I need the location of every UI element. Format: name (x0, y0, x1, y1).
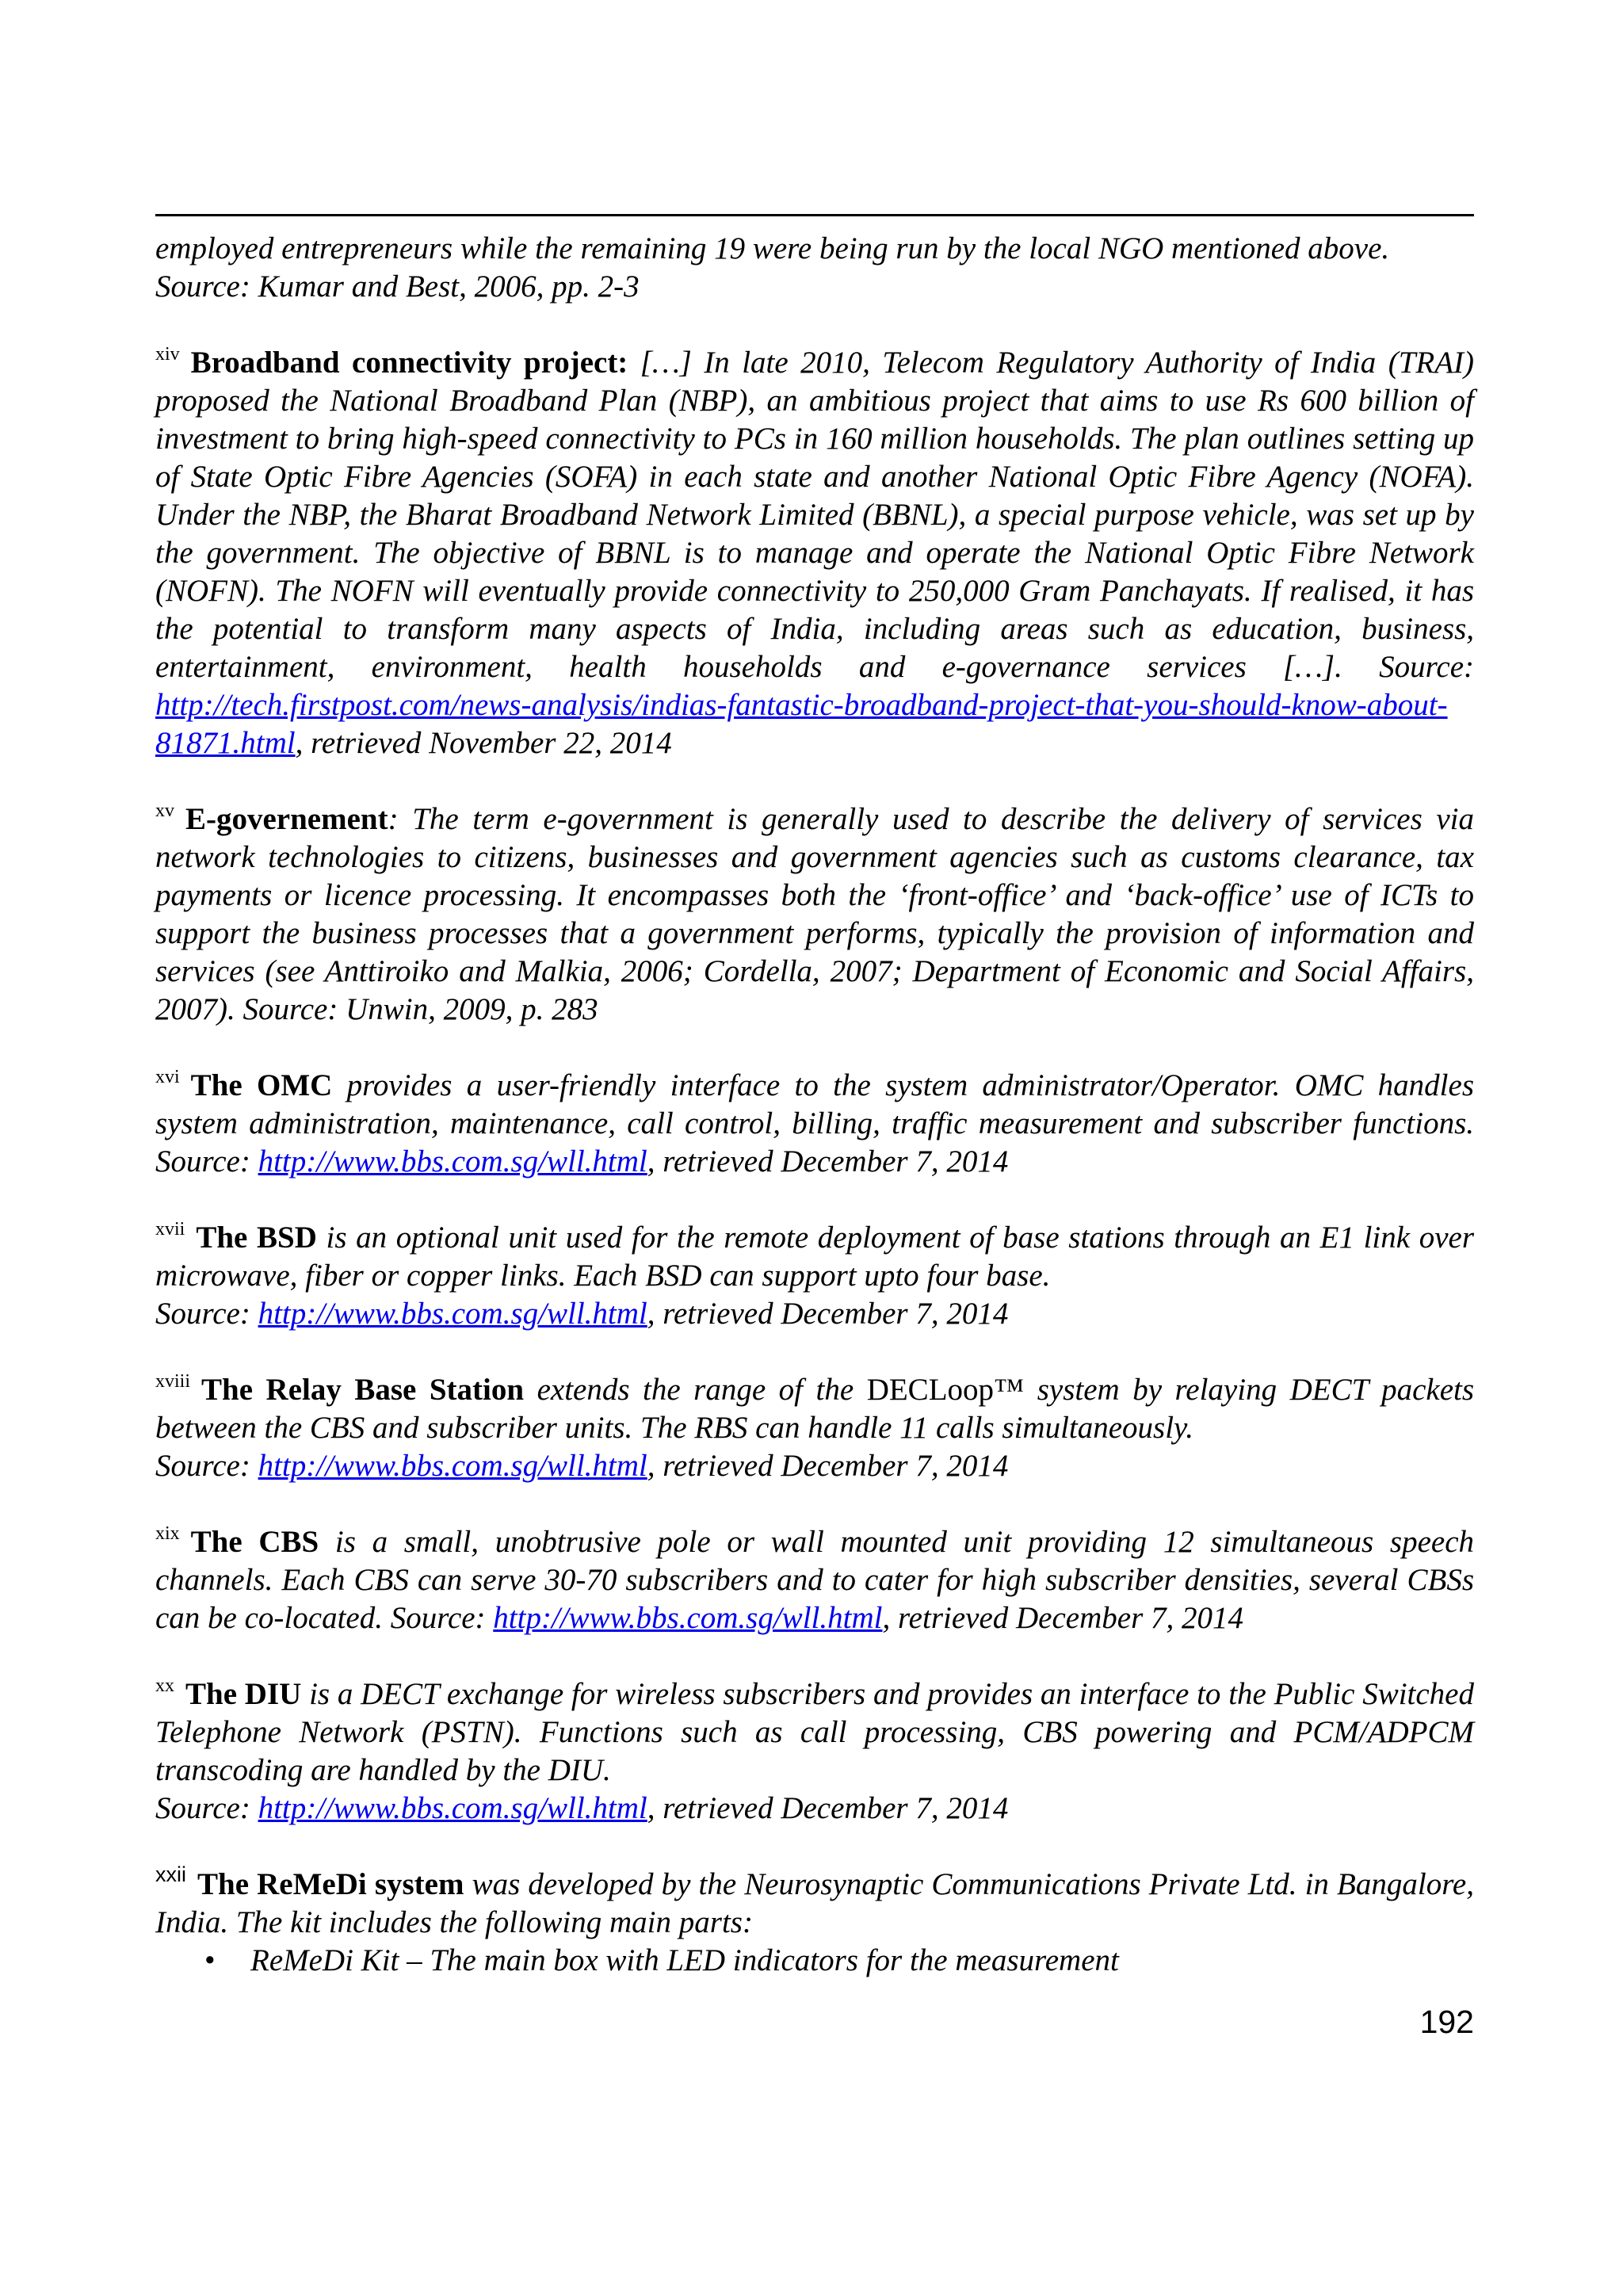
parts-list (155, 1942, 1474, 1980)
footnote-paragraph (155, 1219, 1474, 1295)
source-label: Source: (155, 1297, 250, 1331)
footnote-xviii (155, 1371, 1474, 1485)
retrieved-date: , retrieved December 7, 2014 (647, 1791, 1009, 1825)
footnote-marker: xviii (155, 1371, 191, 1392)
footnote-continuation (155, 230, 1474, 306)
footnote-text: was developed by the Neurosynaptic Communications Private Ltd. in Bangalore, India. The kit includes the following main parts: (155, 1867, 1474, 1939)
footnote-marker: xx (155, 1675, 174, 1696)
footnote-text: […] In late 2010, Telecom Regulatory Authority of India (TRAI) proposed the National Broadband Plan (NBP), an ambitious project that aims to use Rs 600 billion of investment to bring high-speed connectivity to PCs in 160 million households. The plan outlines setting up of State Optic Fibre Agencies (SOFA) in each state and another National Optic Fibre Agency (NOFA). Under the NBP, the Bharat Broadband Network Limited (BBNL), a special purpose vehicle, was set up by the government. The objective of BBNL is to manage and operate the National Optic Fibre Network (NOFN). The NOFN will eventually provide connectivity to 250,000 Gram Panchayats. If realised, it has the potential to transform many aspects of India, including areas such as education, business, entertainment, environment, health households and e-governance services […]. Source: (155, 346, 1475, 684)
source-link[interactable]: http://www.bbs.com.sg/wll.html (493, 1601, 883, 1635)
retrieved-date: , retrieved December 7, 2014 (647, 1449, 1009, 1483)
footnote-xx (155, 1675, 1474, 1828)
list-item-text: ReMeDi Kit – The main box with LED indicators for the measurement (250, 1943, 1119, 1977)
footnote-marker: xv (155, 800, 174, 821)
source-link[interactable]: http://www.bbs.com.sg/wll.html (258, 1144, 647, 1179)
footnote-text: is a small, unobtrusive pole or wall mounted unit providing 12 simultaneous speech channels. Each CBS can serve 30-70 subscribers and to cater for high subscriber densities, several CBSs can be co-located. Source: (155, 1525, 1475, 1635)
source-label: Source: (155, 1449, 250, 1483)
footnote-source-line (155, 1447, 1474, 1485)
source-link[interactable]: http://www.bbs.com.sg/wll.html (258, 1449, 647, 1483)
list-item (204, 1942, 1474, 1980)
footnote-xvi (155, 1067, 1474, 1181)
retrieved-date: , retrieved December 7, 2014 (647, 1144, 1009, 1179)
continuation-source: Source: Kumar and Best, 2006, pp. 2-3 (155, 269, 640, 304)
footnote-title: The CBS (190, 1525, 319, 1559)
footnote-xiv (155, 344, 1474, 762)
continuation-line: employed entrepreneurs while the remaining 19 were being run by the local NGO mentioned above. (155, 231, 1390, 266)
footnote-marker: xvii (155, 1219, 185, 1240)
footnote-text: provides a user-friendly interface to the system administrator/Operator. OMC handles system administration, maintenance, call control, billing, traffic measurement and subscriber functions. Source: (155, 1068, 1474, 1179)
footnote-text-continued: system by relaying DECT packets between the CBS and subscriber units. The RBS can handle 11 calls simultaneously. (155, 1373, 1475, 1445)
footnote-title: The DIU (185, 1677, 302, 1711)
footnote-title: The ReMeDi system (197, 1867, 464, 1901)
footnote-text: : The term e-government is generally used to describe the delivery of services via network technologies to citizens, businesses and government agencies such as customs clearance, tax payments or licence processing. It encompasses both the ‘front-office’ and ‘back-office’ use of ICTs to support the business processes that a government performs, typically the provision of information and services (see Anttiroiko and Malkia, 2006; Cordella, 2007; Department of Economic and Social Affairs, 2007). Source: Unwin, 2009, p. 283 (155, 802, 1474, 1026)
source-label: Source: (155, 1791, 250, 1825)
footnote-marker: xvi (155, 1067, 180, 1087)
footnote-text: is an optional unit used for the remote deployment of base stations through an E1 link over microwave, fiber or copper links. Each BSD can support upto four base. (155, 1221, 1474, 1293)
footnote-xix (155, 1523, 1474, 1637)
footnote-separator-rule (155, 214, 1474, 216)
footnote-title: The BSD (196, 1221, 317, 1255)
retrieved-date: , retrieved December 7, 2014 (647, 1297, 1009, 1331)
footnote-xxii (155, 1862, 1474, 1980)
footnote-paragraph (155, 1862, 1474, 1942)
footnote-source-line (155, 1295, 1474, 1333)
footnote-title: E-governement (185, 802, 388, 836)
source-link[interactable]: http://www.bbs.com.sg/wll.html (258, 1297, 647, 1331)
footnote-source-line (155, 1790, 1474, 1828)
footnote-xv (155, 800, 1474, 1029)
footnote-marker: xxii (155, 1862, 186, 1886)
footnotes-body (155, 230, 1474, 2018)
footnote-text: is a DECT exchange for wireless subscribers and provides an interface to the Public Switched Telephone Network (PSTN). Functions such as call processing, CBS powering and PCM/ADPCM transcoding are handled by the DIU. (155, 1677, 1474, 1787)
brand-name: DECLoop™ (866, 1373, 1025, 1407)
footnote-title: The OMC (190, 1068, 333, 1102)
footnote-paragraph (155, 1371, 1474, 1447)
retrieved-date: , retrieved November 22, 2014 (295, 726, 672, 760)
bullet-symbol: • (204, 1943, 216, 1977)
footnote-title: The Relay Base Station (201, 1373, 525, 1407)
footnote-marker: xix (155, 1523, 180, 1544)
footnote-paragraph (155, 1675, 1474, 1790)
footnote-xvii (155, 1219, 1474, 1333)
source-link[interactable]: http://www.bbs.com.sg/wll.html (258, 1791, 647, 1825)
footnote-title: Broadband connectivity project: (190, 346, 628, 380)
footnote-text: extends the range of the (537, 1373, 854, 1407)
source-link[interactable]: http://tech.firstpost.com/news-analysis/indias-fantastic-broadband-project-that-you-should-know-about-81871.html (155, 688, 1448, 760)
footnote-marker: xiv (155, 344, 180, 365)
page-number: 192 (1419, 2004, 1474, 2040)
retrieved-date: , retrieved December 7, 2014 (882, 1601, 1244, 1635)
